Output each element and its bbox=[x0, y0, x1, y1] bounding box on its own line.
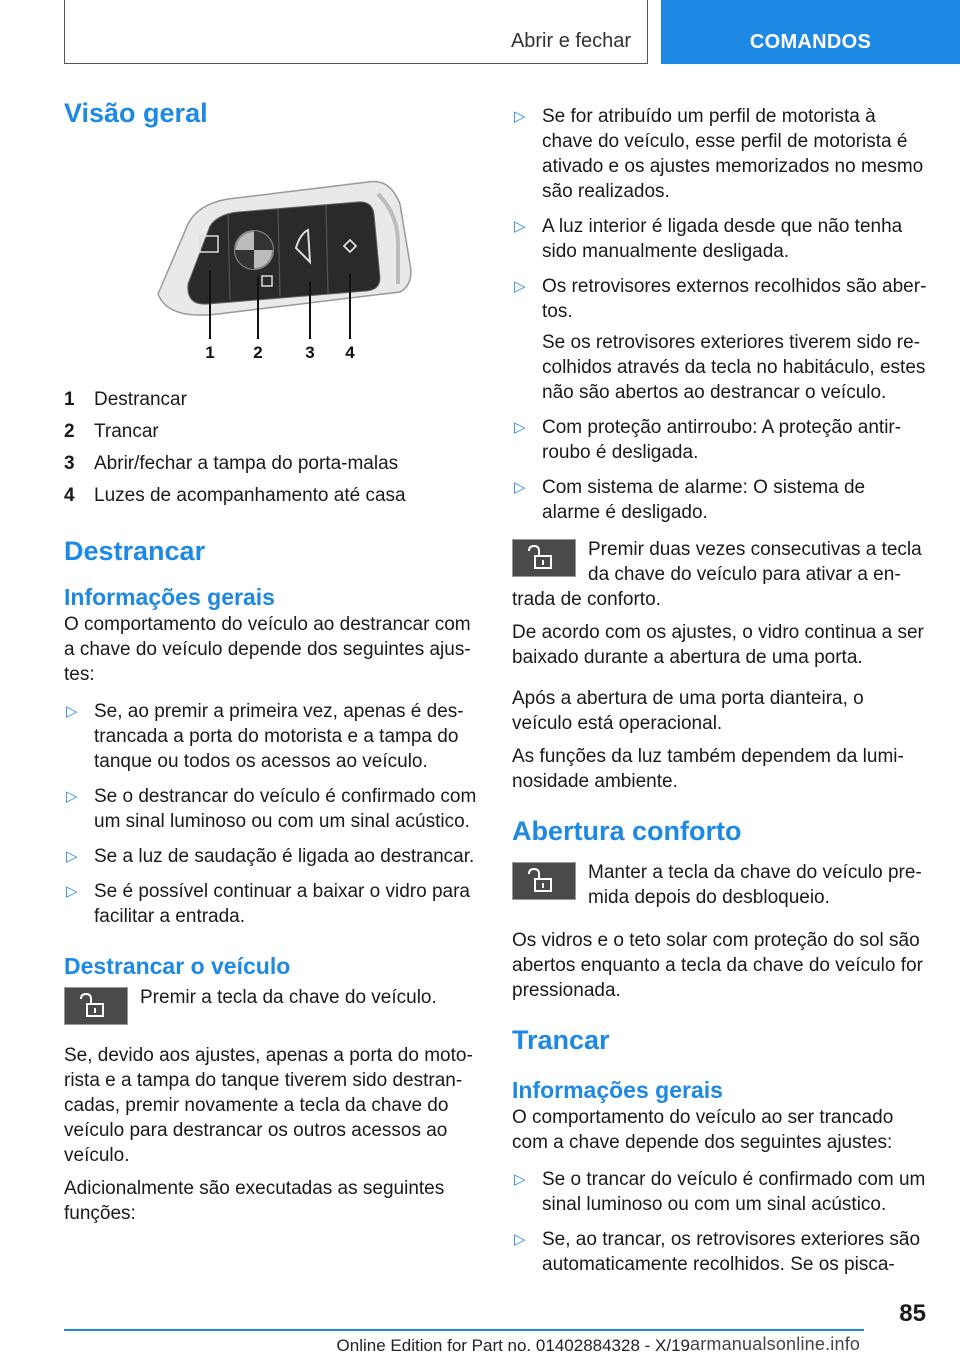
triangle-bullet-icon: ▷ bbox=[66, 788, 78, 805]
list-item-text: Os retrovisores externos recolhidos são abertos. bbox=[542, 276, 927, 322]
paragraph-settings: Se, devido aos ajustes, apenas a porta do motorista e a tampa do tanque tiverem sido destrancadas, premir novamente a tecla da chave do veículo para destrancar os outros acessos ao veículo. bbox=[64, 1045, 473, 1166]
triangle-bullet-icon: ▷ bbox=[66, 848, 78, 865]
legend-number: 2 bbox=[64, 421, 75, 442]
watermark: armanualsonline.info bbox=[690, 1334, 861, 1354]
list-item bbox=[64, 699, 480, 774]
list-item-text: Se é possível continuar a baixar o vidro para facilitar a entrada. bbox=[94, 881, 470, 927]
heading-general-info-lock: Informações gerais bbox=[512, 1077, 723, 1103]
legend-text: Luzes de acompanhamento até casa bbox=[94, 485, 406, 506]
list-item bbox=[512, 274, 928, 405]
list-item bbox=[512, 214, 928, 264]
unlock-icon bbox=[512, 539, 576, 577]
legend-text: Abrir/fechar a tampa do porta-malas bbox=[94, 453, 399, 474]
heading-unlock: Destrancar bbox=[64, 536, 206, 566]
list-item-subtext: Se os retrovisores exteriores tiverem sido recolhidos através da tecla no habitáculo, estes não são abertos ao destrancar o veículo. bbox=[542, 332, 926, 403]
list-item-text: Se for atribuído um perfil de motorista à chave do veículo, esse perfil de motorista é ativado e os ajustes memorizados no mesmo são realizados. bbox=[542, 106, 924, 202]
triangle-bullet-icon: ▷ bbox=[514, 419, 526, 436]
page-number: 85 bbox=[899, 1300, 926, 1327]
icon-instruction-text: Premir a tecla da chave do veículo. bbox=[140, 987, 437, 1008]
list-item bbox=[64, 844, 480, 869]
paragraph-light: As funções da luz também dependem da luminosidade ambiente. bbox=[512, 746, 904, 792]
legend-number: 3 bbox=[64, 453, 75, 474]
list-item-text: Com sistema de alarme: O sistema de alarme é desligado. bbox=[542, 477, 866, 523]
footer-divider bbox=[64, 1329, 864, 1331]
unlock-functions-list bbox=[512, 104, 928, 525]
paragraph-window: De acordo com os ajustes, o vidro continua a ser baixado durante a abertura de uma porta. bbox=[512, 622, 924, 668]
heading-unlock-vehicle: Destrancar o veículo bbox=[64, 953, 291, 979]
header-section-box bbox=[64, 0, 648, 64]
paragraph-lock: O comportamento do veículo ao ser trancado com a chave depende dos seguintes ajustes: bbox=[512, 1107, 894, 1153]
legend-number: 4 bbox=[64, 485, 75, 506]
icon-instruction bbox=[64, 985, 480, 1035]
unlock-icon bbox=[512, 862, 576, 900]
list-item bbox=[512, 475, 928, 525]
legend-number: 1 bbox=[64, 389, 75, 410]
list-item-text: Se a luz de saudação é ligada ao destrancar. bbox=[94, 846, 475, 867]
triangle-bullet-icon: ▷ bbox=[514, 479, 526, 496]
triangle-bullet-icon: ▷ bbox=[66, 883, 78, 900]
list-item bbox=[512, 104, 928, 204]
heading-lock: Trancar bbox=[512, 1025, 610, 1055]
footer-edition: Online Edition for Part no. 01402884328 - X/19 bbox=[336, 1336, 690, 1355]
heading-comfort-opening: Abertura conforto bbox=[512, 816, 742, 846]
key-callout-1: 1 bbox=[205, 343, 215, 362]
triangle-bullet-icon: ▷ bbox=[514, 1231, 526, 1248]
paragraph-front-door: Após a abertura de uma porta dianteira, o veículo está operacional. bbox=[512, 688, 864, 734]
paragraph-general: O comportamento do veículo ao destrancar com a chave do veículo depende dos seguintes ajustes: bbox=[64, 614, 471, 685]
list-item-text: Se o trancar do veículo é confirmado com um sinal luminoso ou com um sinal acústico. bbox=[542, 1169, 926, 1215]
paragraph-sunroof: Os vidros e o teto solar com proteção do sol são abertos enquanto a tecla da chave do veículo for pressionada. bbox=[512, 930, 923, 1001]
triangle-bullet-icon: ▷ bbox=[514, 278, 526, 295]
triangle-bullet-icon: ▷ bbox=[514, 218, 526, 235]
legend-item bbox=[64, 451, 480, 476]
key-callout-4: 4 bbox=[345, 343, 355, 362]
legend-text: Destrancar bbox=[94, 389, 187, 410]
list-item-text: Se o destrancar do veículo é confirmado com um sinal luminoso ou com um sinal acústico. bbox=[94, 786, 477, 832]
header-tab bbox=[661, 0, 960, 64]
icon-instruction-text: Premir duas vezes consecutivas a tecla da chave do veículo para ativar a entrada de conforto. bbox=[512, 539, 922, 610]
legend-text: Trancar bbox=[94, 421, 159, 442]
icon-instruction-hold bbox=[512, 860, 928, 910]
triangle-bullet-icon: ▷ bbox=[514, 1171, 526, 1188]
legend-item bbox=[64, 419, 480, 444]
heading-general-info: Informações gerais bbox=[64, 584, 275, 610]
key-callout-3: 3 bbox=[305, 343, 315, 362]
paragraph-additional: Adicionalmente são executadas as seguintes funções: bbox=[64, 1178, 445, 1224]
triangle-bullet-icon: ▷ bbox=[66, 703, 78, 720]
legend-item bbox=[64, 483, 480, 508]
list-item bbox=[512, 1227, 928, 1277]
list-item bbox=[512, 415, 928, 465]
list-item-text: A luz interior é ligada desde que não tenha sido manualmente desligada. bbox=[542, 216, 903, 262]
list-item-text: Se, ao premir a primeira vez, apenas é destrancada a porta do motorista e a tampa do tanque ou todos os acessos ao veículo. bbox=[94, 701, 464, 772]
right-column bbox=[512, 104, 928, 1287]
left-column bbox=[64, 96, 480, 1234]
icon-instruction-comfort bbox=[512, 537, 928, 612]
unlock-settings-list bbox=[64, 699, 480, 929]
list-item bbox=[64, 784, 480, 834]
unlock-icon bbox=[64, 987, 128, 1025]
triangle-bullet-icon: ▷ bbox=[514, 108, 526, 125]
key-callout-2: 2 bbox=[253, 343, 263, 362]
header-section-title: Abrir e fechar bbox=[510, 30, 631, 52]
key-legend bbox=[64, 387, 480, 508]
header-tab-label: COMANDOS bbox=[749, 31, 872, 53]
heading-overview: Visão geral bbox=[64, 98, 208, 128]
lock-settings-list bbox=[512, 1167, 928, 1277]
list-item-text: Com proteção antirroubo: A proteção antirroubo é desligada. bbox=[542, 417, 902, 463]
legend-item bbox=[64, 387, 480, 412]
list-item bbox=[512, 1167, 928, 1217]
car-key-illustration bbox=[128, 174, 416, 364]
list-item bbox=[64, 879, 480, 929]
list-item-text: Se, ao trancar, os retrovisores exteriores são automaticamente recolhidos. Se os pisca- bbox=[542, 1229, 921, 1275]
icon-instruction-text: Manter a tecla da chave do veículo premida depois do desbloqueio. bbox=[588, 862, 922, 908]
